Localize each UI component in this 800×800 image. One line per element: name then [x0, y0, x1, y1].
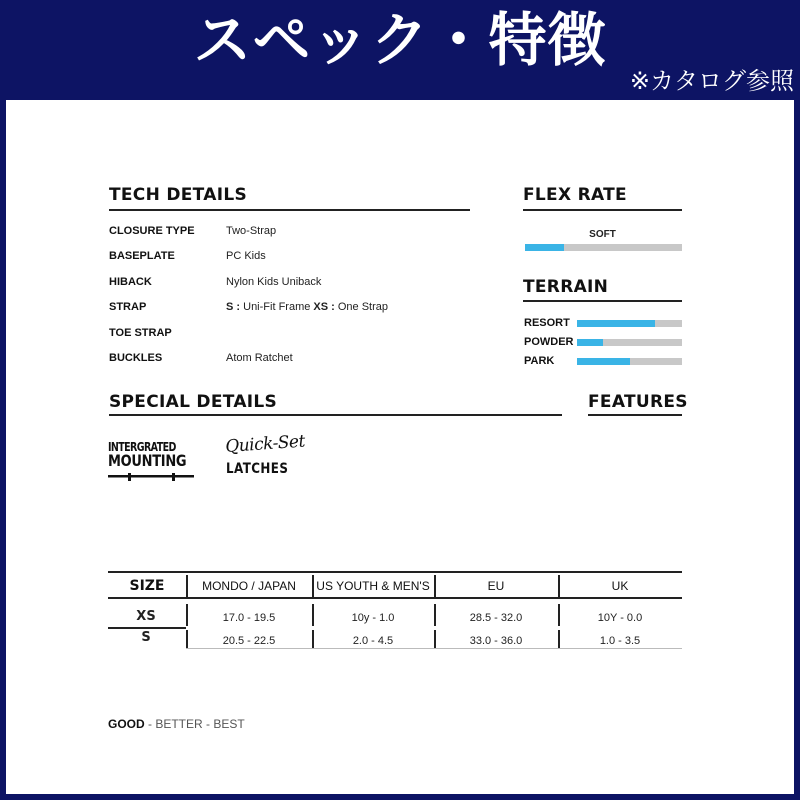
- terrain-bar-powder-fill: [577, 339, 603, 346]
- terrain-bar-park: [577, 358, 682, 365]
- flex-rate-rule: [523, 209, 682, 211]
- spec-label-toe-strap: TOE STRAP: [109, 327, 172, 339]
- size-table-header-mondo: MONDO / JAPAN: [202, 579, 296, 593]
- spec-value-strap: [226, 301, 388, 313]
- quick-set-logo-line2: LATCHES: [226, 461, 289, 477]
- size-row-s-uk: 1.0 - 3.5: [599, 635, 641, 647]
- size-table-header-eu: EU: [487, 579, 505, 593]
- quality-rating: [108, 717, 245, 731]
- integrated-logo-line1: INTERGRATED: [108, 440, 176, 455]
- size-table-divider: [312, 575, 314, 597]
- size-row-xs-uk: 10Y - 0.0: [597, 612, 643, 624]
- terrain-label-powder: POWDER: [524, 336, 574, 348]
- rating-rest: - BETTER - BEST: [144, 717, 245, 731]
- terrain-bar-resort-fill: [577, 320, 655, 327]
- size-table-header-us: US YOUTH & MEN'S: [316, 579, 430, 593]
- strap-xs-value: One Strap: [334, 301, 389, 313]
- size-table-divider: [434, 575, 436, 597]
- size-row-xs-mondo: 17.0 - 19.5: [222, 612, 276, 624]
- page-title: スペック・特徴: [193, 6, 607, 74]
- page-header: [0, 0, 800, 100]
- spec-label-hiback: HIBACK: [109, 276, 152, 288]
- size-table-divider: [558, 630, 560, 648]
- size-table-header-size: SIZE: [129, 578, 165, 594]
- size-table-header-rule: [108, 597, 682, 599]
- tech-details-rule: [109, 209, 470, 211]
- terrain-heading: TERRAIN: [523, 277, 609, 297]
- features-rule: [588, 414, 682, 416]
- special-details-rule: [109, 414, 562, 416]
- size-row-s-label: S: [141, 630, 151, 645]
- spec-label-buckles: BUCKLES: [109, 352, 163, 364]
- terrain-label-resort: RESORT: [524, 317, 570, 329]
- spec-value-buckles: Atom Ratchet: [226, 352, 293, 364]
- terrain-rule: [523, 300, 682, 302]
- spec-label-closure: CLOSURE TYPE: [109, 225, 195, 237]
- quick-set-latches-logo: [224, 431, 326, 482]
- size-row-divider: [108, 627, 186, 629]
- flex-rate-label: SOFT: [589, 229, 616, 240]
- flex-rate-bar-fill: [525, 244, 564, 251]
- terrain-bar-powder: [577, 339, 682, 346]
- terrain-bar-resort: [577, 320, 682, 327]
- spec-label-baseplate: BASEPLATE: [109, 250, 175, 262]
- mounting-rail-icon: [108, 472, 196, 482]
- spec-value-closure: Two-Strap: [226, 225, 277, 237]
- size-table-divider: [186, 575, 188, 597]
- size-table-divider: [186, 604, 188, 626]
- spec-label-strap: STRAP: [109, 301, 147, 313]
- terrain-label-park: PARK: [524, 355, 555, 367]
- size-table-divider: [558, 575, 560, 597]
- size-row-xs-us: 10y - 1.0: [351, 612, 395, 624]
- size-row-xs-eu: 28.5 - 32.0: [469, 612, 523, 624]
- size-table-divider: [434, 604, 436, 626]
- strap-xs-prefix: XS :: [313, 301, 335, 313]
- size-table-divider: [558, 604, 560, 626]
- spec-value-hiback: Nylon Kids Uniback: [226, 276, 322, 288]
- tech-details-heading: TECH DETAILS: [109, 185, 247, 205]
- size-row-s-mondo: 20.5 - 22.5: [222, 635, 276, 647]
- size-table-header-uk: UK: [611, 579, 629, 593]
- catalog-note: ※カタログ参照: [629, 67, 794, 95]
- special-details-heading: SPECIAL DETAILS: [109, 392, 278, 412]
- size-table-bottom-rule: [186, 648, 682, 649]
- size-row-s-us: 2.0 - 4.5: [352, 635, 394, 647]
- size-table-top-rule: [108, 571, 682, 573]
- terrain-bar-park-fill: [577, 358, 630, 365]
- size-table-divider: [312, 604, 314, 626]
- size-table-divider: [186, 630, 188, 648]
- spec-value-baseplate: PC Kids: [226, 250, 266, 262]
- integrated-mounting-logo: [108, 442, 198, 482]
- rating-good: GOOD: [108, 717, 145, 731]
- features-heading: FEATURES: [588, 392, 688, 412]
- strap-s-prefix: S :: [226, 301, 241, 313]
- quick-set-logo-line1: Quick-Set: [224, 431, 306, 457]
- flex-rate-heading: FLEX RATE: [523, 185, 627, 205]
- strap-s-value: Uni-Fit Frame: [240, 301, 314, 313]
- flex-rate-bar: [525, 244, 682, 251]
- integrated-logo-line2: MOUNTING: [108, 452, 187, 471]
- size-table-divider: [434, 630, 436, 648]
- size-row-xs-label: XS: [136, 609, 156, 624]
- size-row-s-eu: 33.0 - 36.0: [469, 635, 523, 647]
- size-table-divider: [312, 630, 314, 648]
